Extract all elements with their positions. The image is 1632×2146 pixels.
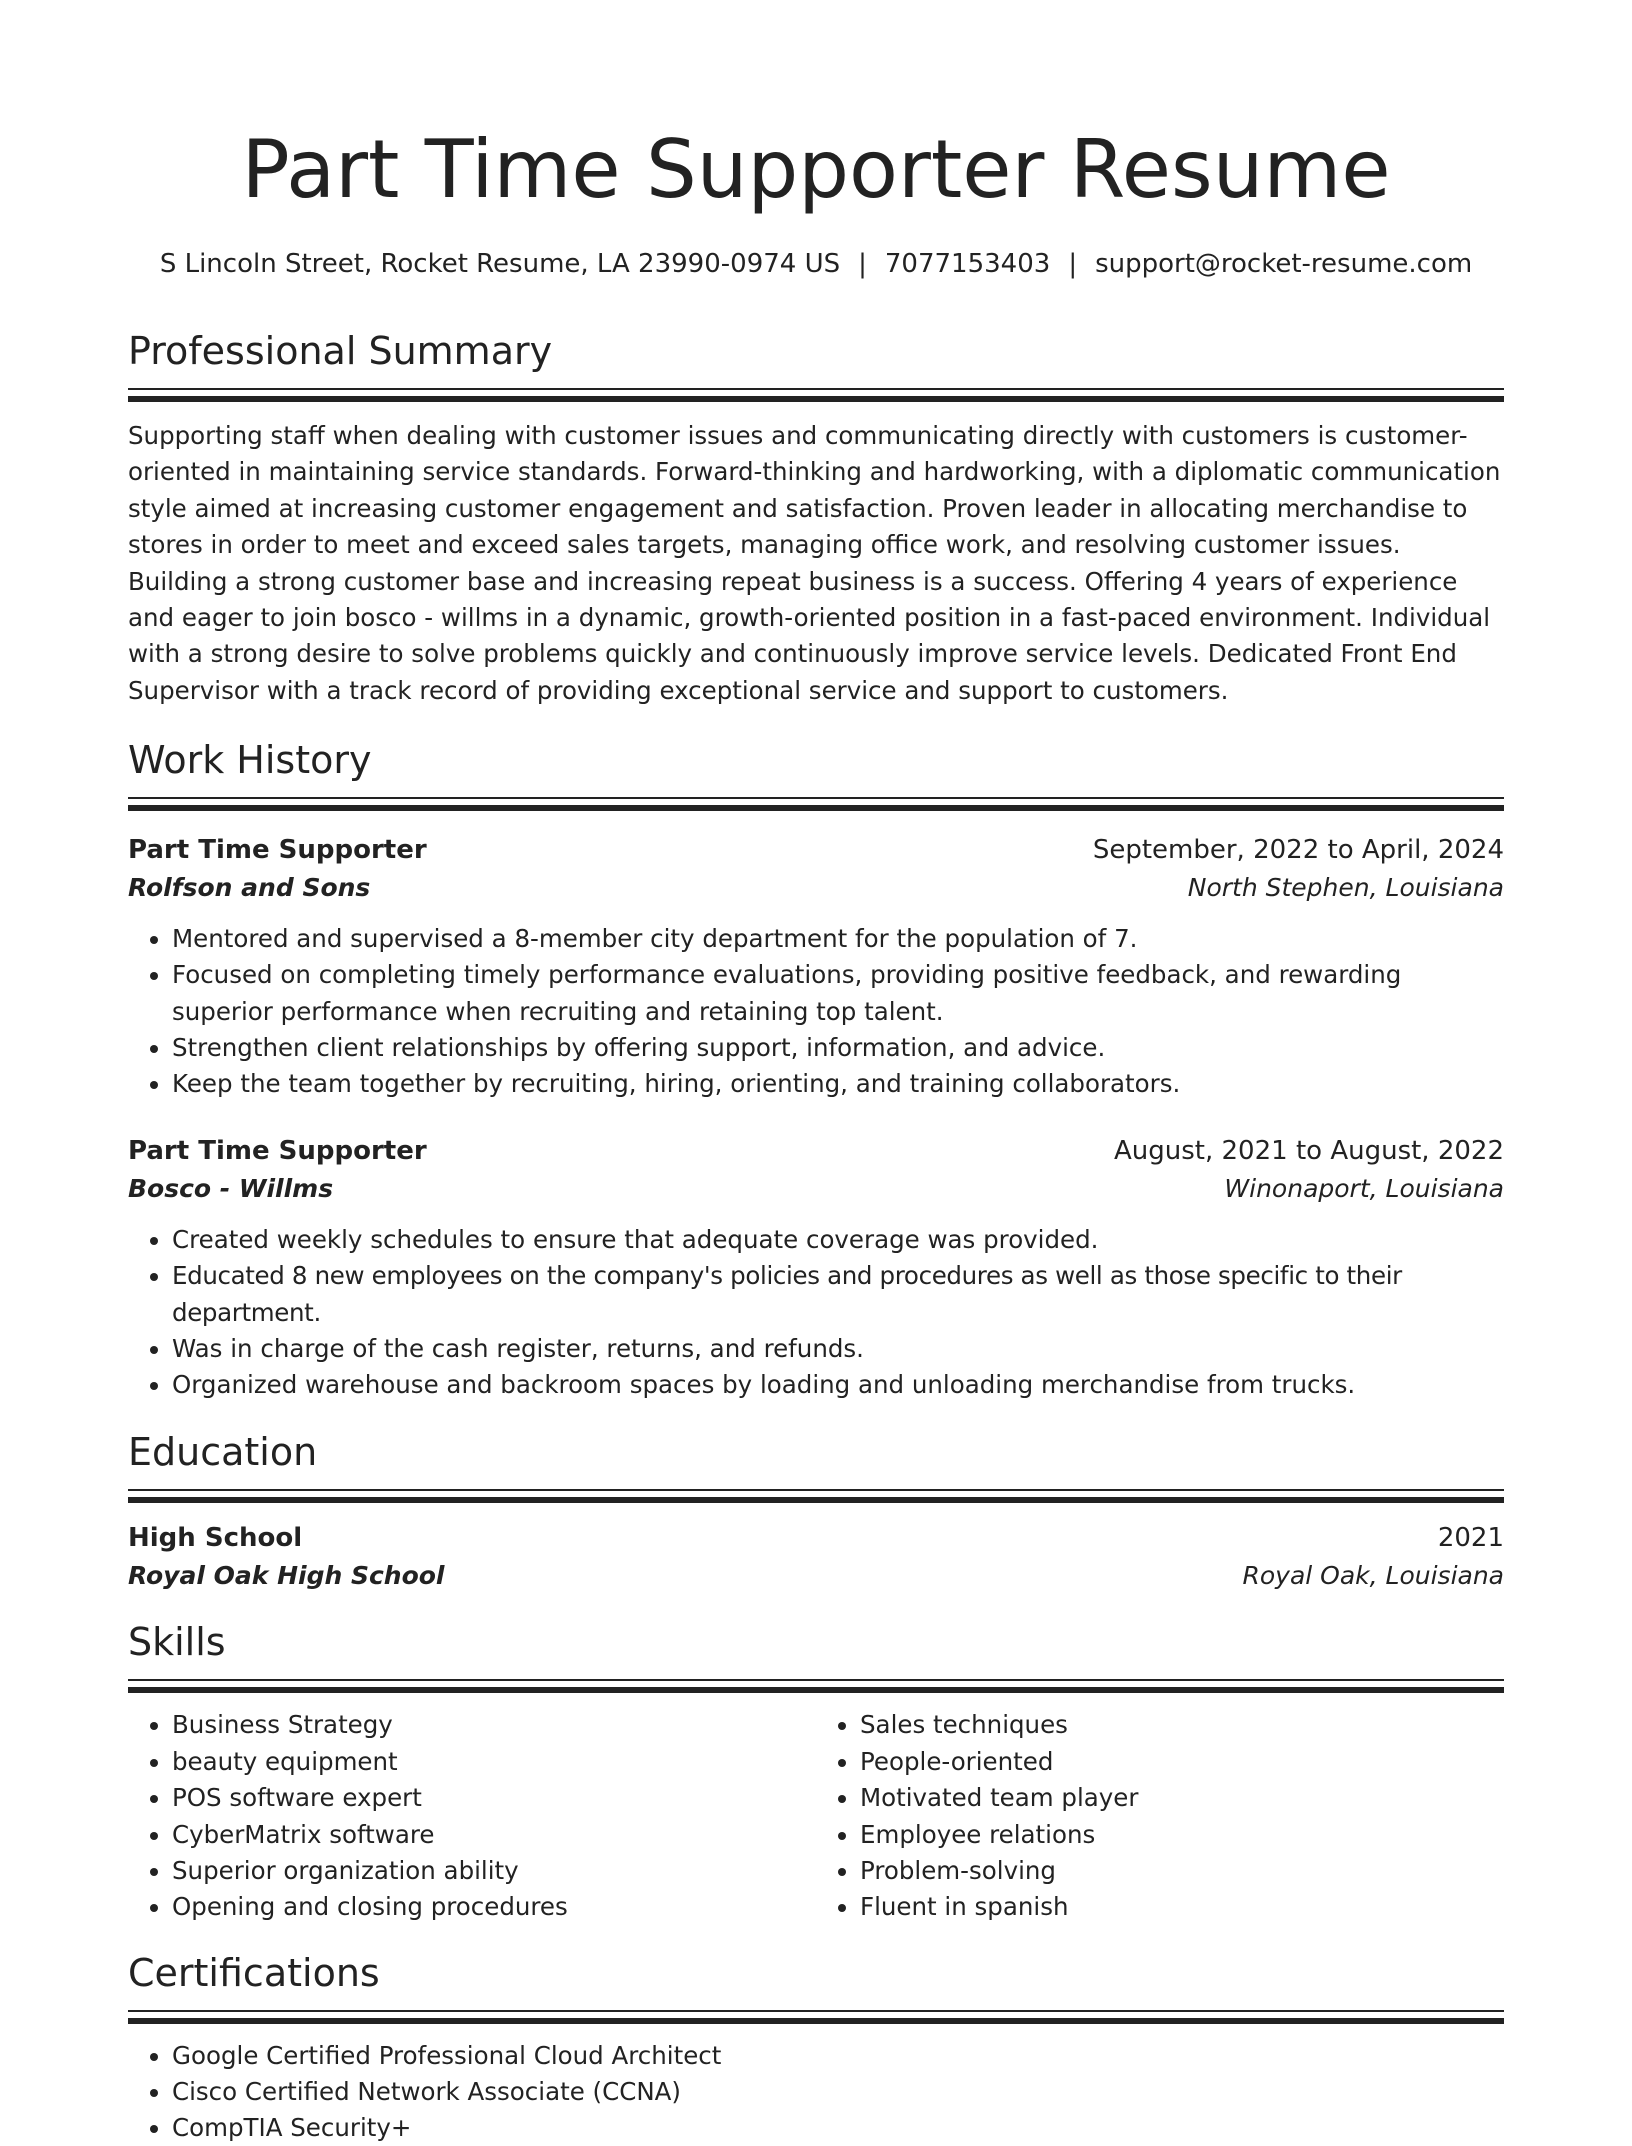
skills-list-right bbox=[816, 1707, 1504, 1925]
certification-item: • Google Certified Professional Cloud Architect bbox=[172, 2038, 1504, 2074]
skills-columns bbox=[128, 1707, 1504, 1925]
skill-item: • Superior organization ability bbox=[172, 1853, 816, 1889]
skills-list-left bbox=[128, 1707, 816, 1925]
skill-item: • Motivated team player bbox=[860, 1780, 1504, 1816]
skill-item: • Fluent in spanish bbox=[860, 1889, 1504, 1925]
education-year: 2021 bbox=[1437, 1523, 1504, 1554]
job-location: Winonaport, Louisiana bbox=[1224, 1174, 1504, 1204]
contact-phone: 7077153403 bbox=[884, 249, 1051, 279]
skill-item: • Sales techniques bbox=[860, 1707, 1504, 1743]
job-entry bbox=[128, 831, 1504, 1102]
section-divider bbox=[128, 797, 1504, 799]
certifications-heading: Certifications bbox=[128, 1950, 380, 1995]
contact-separator: | bbox=[1068, 249, 1078, 279]
skill-item: • Employee relations bbox=[860, 1817, 1504, 1853]
job-company: Bosco - Willms bbox=[128, 1174, 334, 1204]
contact-address: S Lincoln Street, Rocket Resume, LA 23990-0974 US bbox=[159, 249, 841, 279]
job-bullet: • Strengthen client relationships by offering support, information, and advice. bbox=[172, 1030, 1504, 1066]
education-location: Royal Oak, Louisiana bbox=[1242, 1561, 1504, 1591]
job-dates: August, 2021 to August, 2022 bbox=[1114, 1136, 1504, 1167]
job-role: Part Time Supporter bbox=[128, 835, 427, 866]
section-divider bbox=[128, 388, 1504, 390]
job-bullet: • Mentored and supervised a 8-member city department for the population of 7. bbox=[172, 921, 1504, 957]
resume-title: Part Time Supporter Resume bbox=[241, 123, 1391, 216]
skill-item: • CyberMatrix software bbox=[172, 1817, 816, 1853]
section-divider bbox=[128, 1679, 1504, 1681]
work-history-section bbox=[128, 735, 1504, 1403]
job-entry bbox=[128, 1132, 1504, 1403]
job-company-row bbox=[128, 1170, 1504, 1208]
education-school-row bbox=[128, 1557, 1504, 1595]
section-divider bbox=[128, 2010, 1504, 2012]
job-bullet: • Organized warehouse and backroom spaces by loading and unloading merchandise from trucks. bbox=[172, 1367, 1504, 1403]
skill-item: • Opening and closing procedures bbox=[172, 1889, 816, 1925]
contact-separator: | bbox=[858, 249, 867, 279]
section-divider bbox=[128, 1489, 1504, 1491]
skill-item: • Business Strategy bbox=[172, 1707, 816, 1743]
summary-heading: Professional Summary bbox=[128, 329, 553, 373]
skill-item: • beauty equipment bbox=[172, 1744, 816, 1780]
job-dates: September, 2022 to April, 2024 bbox=[1092, 835, 1504, 866]
section-divider-thick bbox=[128, 2018, 1504, 2024]
job-header-row bbox=[128, 1132, 1504, 1170]
work-history-heading: Work History bbox=[128, 738, 372, 783]
contact-line bbox=[128, 246, 1504, 282]
job-bullet: • Focused on completing timely performance evaluations, providing positive feedback, and rewarding superior performance when recruiting and retaining top talent. bbox=[172, 957, 1504, 1029]
education-section bbox=[128, 1427, 1504, 1595]
education-school: Royal Oak High School bbox=[128, 1561, 445, 1591]
job-bullet: • Educated 8 new employees on the company's policies and procedures as well as those specific to their department. bbox=[172, 1258, 1504, 1330]
section-divider-thick bbox=[128, 805, 1504, 811]
job-bullets bbox=[128, 1222, 1504, 1403]
job-bullet: • Was in charge of the cash register, returns, and refunds. bbox=[172, 1331, 1504, 1367]
certifications-section bbox=[128, 1948, 1504, 2146]
education-header-row bbox=[128, 1519, 1504, 1557]
summary-text: Supporting staff when dealing with customer issues and communicating directly with customers is customer-oriented in maintaining service standards. Forward-thinking and hardworking, with a diplomatic communication style aimed at increasing customer engagement and satisfaction. Proven leader in allocating merchandise to stores in order to meet and exceed sales targets, managing office work, and resolving customer issues. Building a strong customer base and increasing repeat business is a success. Offering 4 years of experience and eager to join bosco - willms in a dynamic, growth-oriented position in a fast-paced environment. Individual with a strong desire to solve problems quickly and continuously improve service levels. Dedicated Front End Supervisor with a track record of providing exceptional service and support to customers. bbox=[128, 421, 1501, 705]
job-bullet: • Keep the team together by recruiting, hiring, orienting, and training collaborators. bbox=[172, 1066, 1504, 1102]
job-company: Rolfson and Sons bbox=[128, 873, 371, 903]
job-company-row bbox=[128, 869, 1504, 907]
job-location: North Stephen, Louisiana bbox=[1187, 873, 1504, 903]
job-bullet: • Created weekly schedules to ensure that adequate coverage was provided. bbox=[172, 1222, 1504, 1258]
education-heading: Education bbox=[128, 1430, 318, 1475]
education-degree: High School bbox=[128, 1523, 303, 1554]
job-role: Part Time Supporter bbox=[128, 1136, 427, 1167]
section-divider-thick bbox=[128, 1687, 1504, 1693]
certification-item: • CompTIA Security+ bbox=[172, 2110, 1504, 2146]
skill-item: • POS software expert bbox=[172, 1780, 816, 1816]
section-divider-thick bbox=[128, 396, 1504, 402]
skills-heading: Skills bbox=[128, 1620, 226, 1665]
job-header-row bbox=[128, 831, 1504, 869]
skill-item: • Problem-solving bbox=[860, 1853, 1504, 1889]
certification-item: • Cisco Certified Network Associate (CCNA) bbox=[172, 2074, 1504, 2110]
skills-section bbox=[128, 1617, 1504, 1925]
certifications-list bbox=[128, 2038, 1504, 2146]
skill-item: • People-oriented bbox=[860, 1744, 1504, 1780]
contact-email: support@rocket-resume.com bbox=[1095, 249, 1473, 279]
summary-section bbox=[128, 326, 1504, 709]
job-bullets bbox=[128, 921, 1504, 1102]
section-divider-thick bbox=[128, 1497, 1504, 1503]
education-entry bbox=[128, 1519, 1504, 1595]
